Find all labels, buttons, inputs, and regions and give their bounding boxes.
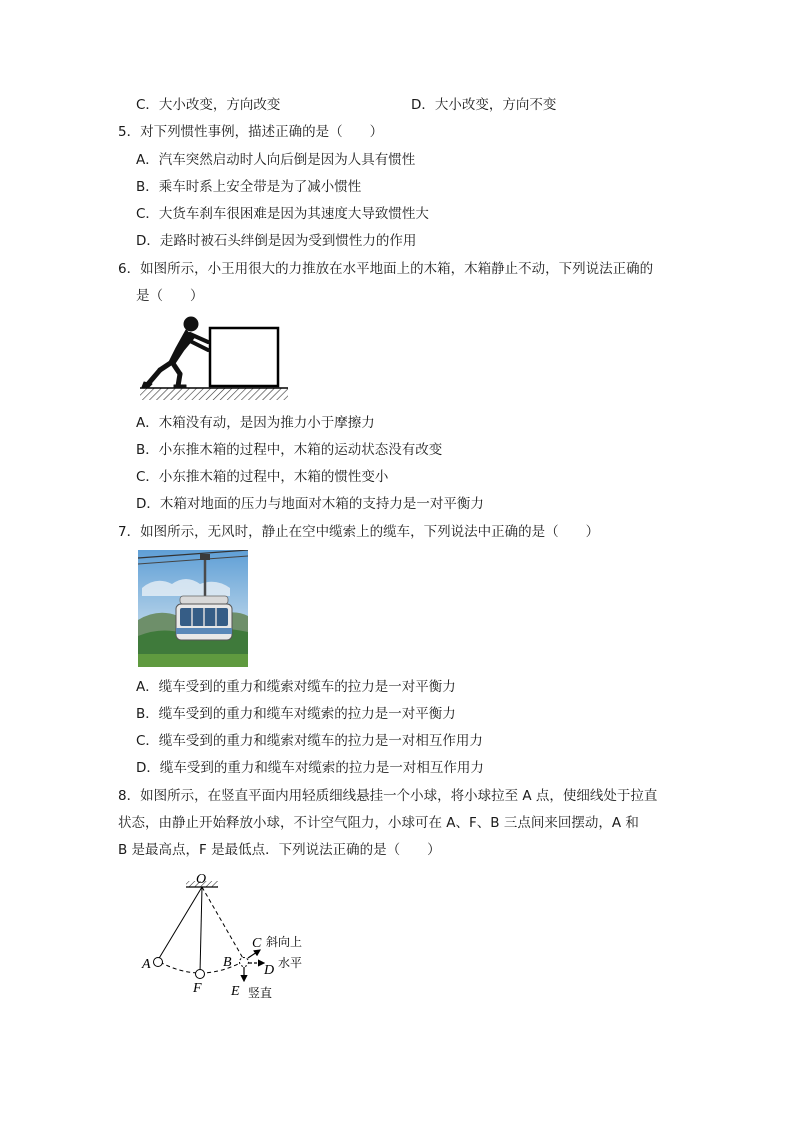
q6-stem-line2: 是（ ） [136,288,204,304]
q5-option-c: C．大货车刹车很困难是因为其速度大导致惯性大 [136,206,429,222]
car-stripe [176,628,232,634]
label-o: O [196,872,207,887]
label-d: D [264,963,275,978]
q4-option-c: C．大小改变，方向改变 [136,97,281,113]
ground-hatch [140,388,288,400]
q5-stem: 5．对下列惯性事例，描述正确的是（ ） [118,124,384,140]
text-slant-up: 斜向上 [266,935,303,949]
cable-grip [200,554,210,560]
q6-stem-line1: 6．如图所示，小王用很大的力推放在水平地面上的木箱，木箱静止不动，下列说法正确的 [118,261,654,277]
q7-option-b: B．缆车受到的重力和缆车对缆索的拉力是一对平衡力 [136,706,456,722]
q8-stem-line3: B 是最高点，F 是最低点．下列说法正确的是（ ） [118,842,441,858]
string-to-a [158,887,202,960]
ball-b [240,958,249,967]
q5-option-a: A．汽车突然启动时人向后倒是因为人具有惯性 [136,152,416,168]
ball-f [196,970,205,979]
text-horizontal: 水平 [278,956,303,970]
text-vertical: 竖直 [248,986,273,1000]
q6-option-c: C．小东推木箱的过程中，木箱的惯性变小 [136,469,389,485]
label-b: B [223,955,232,970]
person-pushing-box-figure [138,312,290,404]
q6-option-b: B．小东推木箱的过程中，木箱的运动状态没有改变 [136,442,443,458]
q7-stem: 7．如图所示，无风时，静止在空中缆索上的缆车，下列说法中正确的是（ ） [118,524,600,540]
q7-option-c: C．缆车受到的重力和缆索对缆车的拉力是一对相互作用力 [136,733,483,749]
q8-stem-line1: 8．如图所示，在竖直平面内用轻质细线悬挂一个小球，将小球拉至 A 点，使细线处于拉直 [118,788,658,804]
q6-option-d: D．木箱对地面的压力与地面对木箱的支持力是一对平衡力 [136,496,484,512]
string-to-b [202,887,244,960]
q5-option-d: D．走路时被石头绊倒是因为受到惯性力的作用 [136,233,417,249]
ball-a [154,958,163,967]
label-c: C [252,936,262,951]
car-roof [180,596,228,604]
grass [138,654,248,667]
pushing-person-silhouette [142,317,208,388]
q8-stem-line2: 状态，由静止开始释放小球，不计空气阻力，小球可在 A、F、B 三点间来回摆动，A 和 [118,815,639,831]
cable-car-photo [138,550,248,667]
string-to-f [200,887,202,973]
q4-option-d: D．大小改变，方向不变 [411,97,557,113]
label-a: A [142,957,151,972]
label-f: F [193,981,202,996]
q5-option-b: B．乘车时系上安全带是为了减小惯性 [136,179,362,195]
label-e: E [231,984,240,999]
wooden-box [210,328,278,386]
pendulum-diagram [136,866,316,1006]
q7-option-a: A．缆车受到的重力和缆索对缆车的拉力是一对平衡力 [136,679,456,695]
arrow-up-slant [248,950,260,958]
q6-option-a: A．木箱没有动，是因为推力小于摩擦力 [136,415,375,431]
q7-option-d: D．缆车受到的重力和缆车对缆索的拉力是一对相互作用力 [136,760,484,776]
